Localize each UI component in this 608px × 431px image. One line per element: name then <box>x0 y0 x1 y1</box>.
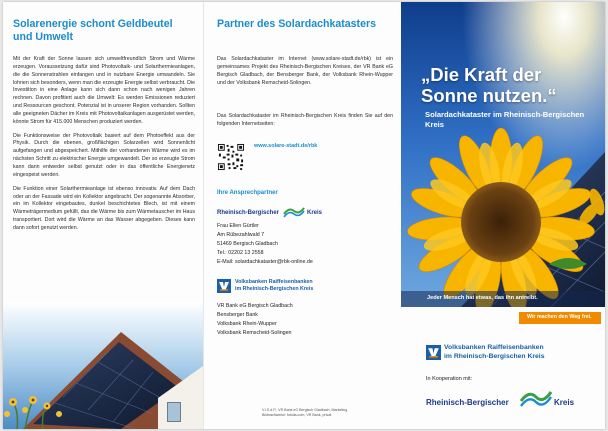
cover-tagline: Jeder Mensch hat etwas, das ihn antreibt. <box>427 295 538 301</box>
cover-subheadline: Solardachkataster im Rheinisch-Bergischen Kreis <box>425 110 585 129</box>
rbk-wave-icon <box>520 388 552 408</box>
vr-bank-logo: Volksbanken Raiffeisenbanken im Rheinisch-Bergischen Kreis <box>217 279 337 295</box>
contact-heading: Ihre Ansprechpartner <box>217 190 278 196</box>
slogan: Wir machen den Weg frei. <box>527 314 592 320</box>
vr-bank-icon <box>426 345 441 360</box>
contact-line: 51469 Bergisch Gladbach <box>217 241 278 247</box>
bank-name: Bensberger Bank <box>217 312 258 318</box>
left-heading: Solarenergie schont Geldbeutel und Umwelt <box>13 18 173 43</box>
vr-bank-icon <box>217 279 231 293</box>
house-solar-roof-photo <box>3 302 203 429</box>
slogan-box <box>519 312 601 324</box>
contact-phone: Tel.: 02202 13 2558 <box>217 250 264 256</box>
kataster-intro: Das Solardachkataster im Rheinisch-Bergischen Kreis finden Sie auf den folgenden Internetseiten: <box>217 113 393 127</box>
panel-left <box>3 2 203 429</box>
left-paragraph: Die Funktionsweise der Photovoltaik basiert auf dem Photoeffekt aus der Physik. Durch die ebenen, großflächigen Solarzellen wird Sonnenlicht aufgefangen und abgespeichert. Mithilfe der vorhandenen Wärme wird es im nächsten Schritt zu elektrischer Energie umgewandelt. Der so erzeugte Strom kann dann entweder selbst genutzt oder in das öffentliche Energienetz eingespeist werden. <box>13 132 195 178</box>
brochure-sheet <box>3 2 605 429</box>
cover-vr-bank-logo: Volksbanken Raiffeisenbanken im Rheinisch-Bergischen Kreis <box>426 344 602 364</box>
contact-email[interactable]: E-Mail: solardachkataster@rbk-online.de <box>217 259 313 265</box>
kataster-link[interactable]: www.solare-stadt.de/rbk <box>254 143 318 149</box>
cover-tagline-bar <box>401 291 605 307</box>
bank-name: Volksbank Rhein-Wupper <box>217 321 277 327</box>
partner-intro: Das Solardachkataster im Internet (www.solare-stadt.de/rbk) ist ein gemeinsames Projekt des Rheinisch-Bergischen Kreises, der VR Bank eG Bergisch Gladbach, der Bensberger Bank, der Volksbank Rhein-Wupper und der Volksbank Remscheid-Solingen. <box>217 56 393 86</box>
cover-headline: „Die Kraft der Sonne nutzen.“ <box>421 64 557 106</box>
bank-name: Volksbank Remscheid-Solingen <box>217 330 292 336</box>
rbk-logo: Rheinisch-Bergischer Kreis <box>217 205 313 219</box>
qr-code[interactable] <box>217 143 245 171</box>
rbk-wave-icon <box>283 205 305 218</box>
imprint: V.i.S.d.P.: VR Bank eG Bergisch Gladbach, Marketing Bildnachweise: fotolia.com, VR Bank, privat <box>262 408 348 417</box>
contact-block <box>217 222 393 267</box>
cover-rbk-logo: Rheinisch-Bergischer Kreis <box>426 388 576 412</box>
bank-name: VR Bank eG Bergisch Gladbach <box>217 303 293 309</box>
contact-line: Am Rübezahlwald 7 <box>217 232 265 238</box>
bank-list <box>217 302 393 338</box>
sunflower-solar-hero-image <box>401 2 605 307</box>
left-paragraph: Mit der Kraft der Sonne lassen sich umweltfreundlich Strom und Wärme erzeugen. Voraussetzung dafür sind Photovoltaik- und Solarthermieanlagen, die die Sonnenstrahlen einfangen und in nutzbare Energie umwandeln. Sie lohnen sich besonders, wenn man die erzeugte Energie selbst verbraucht. Die Investition in eine Anlage kann sich dann schon nach wenigen Jahren rechnen. Davon profitiert auch die Umwelt: Es werden Emissionen reduziert und Ressourcen geschont. Potenzial ist in unserer Region vorhanden. Sollten alle geeigneten Dächer im Kreis mit Photovoltaikanlagen ausgerüstet werden, könnte Strom für 415.000 Menschen produziert werden. <box>13 56 195 125</box>
panel-cover <box>401 2 605 429</box>
left-body <box>13 56 195 239</box>
left-paragraph: Die Funktion einer Solarthermieanlage ist ebenso innovativ. Auf dem Dach oder an der Fassade wird ein Kollektor angebracht. Der sogenannte Absorber, ein im Kollektor eingebautes, dunkel beschichtetes Blech, ist mit einem Wärmeträgermedium gefüllt, das die Wärme bis zum Wärmetauscher im Haus transportiert. Dort wird die Wärme an das Wasser abgegeben. Dieses kann dann sofort genutzt werden. <box>13 185 195 231</box>
middle-heading: Partner des Solardachkatasters <box>217 18 376 30</box>
panel-middle <box>203 2 402 429</box>
cooperation-label: In Kooperation mit: <box>426 376 473 382</box>
contact-line: Frau Ellen Gürtler <box>217 223 259 229</box>
